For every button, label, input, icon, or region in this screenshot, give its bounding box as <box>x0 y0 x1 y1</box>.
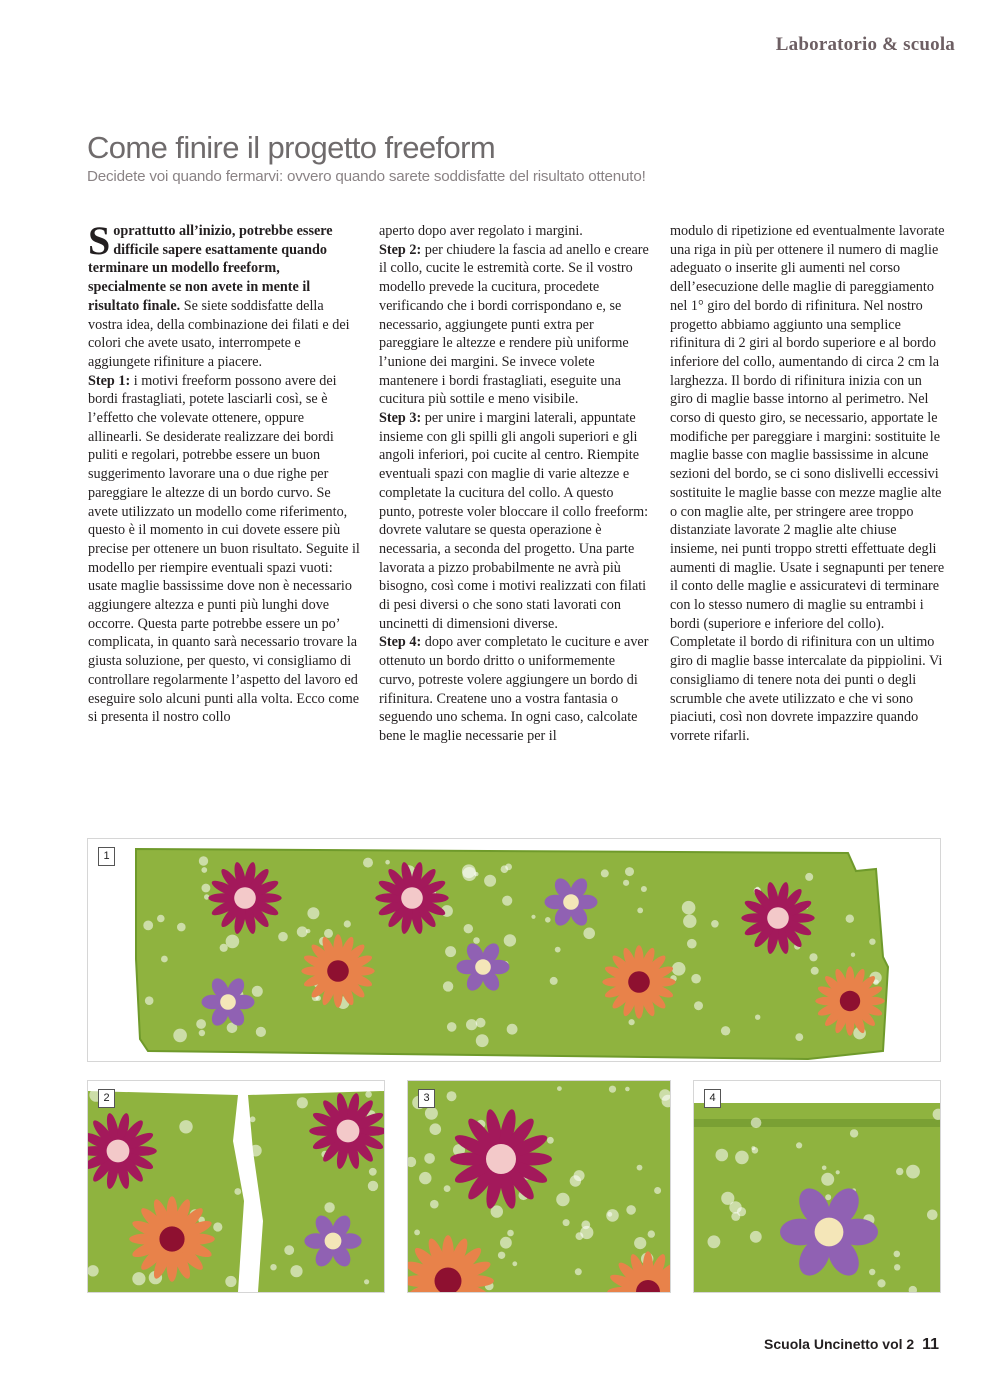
lace-hole <box>822 1166 827 1171</box>
lace-hole <box>256 1027 266 1037</box>
lace-hole <box>199 856 208 865</box>
lace-hole <box>547 1137 554 1144</box>
lace-hole <box>682 901 696 915</box>
lace-hole <box>447 1091 457 1101</box>
text-column-3 <box>670 222 945 746</box>
lace-hole <box>365 1091 372 1098</box>
lace-hole <box>821 1173 834 1186</box>
lace-hole <box>179 1120 192 1133</box>
lace-hole <box>484 875 496 887</box>
lace-hole <box>462 864 476 878</box>
lace-hole <box>251 1082 259 1090</box>
step-3-label: Step 3: <box>379 410 422 427</box>
lace-hole <box>447 1022 457 1032</box>
lace-hole <box>507 1024 518 1035</box>
lace-hole <box>721 1026 730 1035</box>
lace-hole <box>574 1170 585 1181</box>
lace-hole <box>430 1200 439 1209</box>
lace-hole <box>708 1235 721 1248</box>
figure-3-seam-detail <box>407 1080 671 1293</box>
lace-hole <box>869 1269 875 1275</box>
lace-hole <box>502 896 512 906</box>
lace-hole <box>737 1207 746 1216</box>
lace-hole <box>735 1151 749 1165</box>
lace-hole <box>270 1264 276 1270</box>
lace-hole <box>473 937 480 944</box>
step-1-label: Step 1: <box>88 372 131 389</box>
lace-hole <box>157 915 165 923</box>
lace-hole <box>634 1237 646 1249</box>
page-footer <box>764 1336 939 1354</box>
lace-hole <box>687 939 697 949</box>
lace-hole <box>721 1192 734 1205</box>
figure-number: 1 <box>98 847 115 866</box>
lace-hole <box>869 939 875 945</box>
lace-hole <box>877 1279 885 1287</box>
lace-hole <box>369 1168 377 1176</box>
lace-hole <box>648 1230 655 1237</box>
lace-hole <box>173 1029 187 1043</box>
lace-hole <box>896 1168 903 1175</box>
lace-hole <box>623 880 629 886</box>
lace-hole <box>550 977 558 985</box>
step-4-text: dopo aver completato le cuciture e aver ottenuto un bordo dritto o uniformemente curvo, potreste volere aggiungere un bordo di rifinitura. Createne uno a vostra fantasia o seguendo uno schema. In ogni caso, calcolate bene le maglie necessarie per il <box>379 634 649 744</box>
lace-hole <box>368 1181 378 1191</box>
lace-hole <box>795 1033 803 1041</box>
lace-hole <box>654 1187 661 1194</box>
lace-hole <box>811 967 819 975</box>
figure-4-border-detail <box>693 1080 941 1293</box>
lace-hole <box>683 915 696 928</box>
lace-hole <box>752 1147 759 1154</box>
lace-hole <box>563 1219 570 1226</box>
lace-hole <box>202 884 211 893</box>
lace-hole <box>297 926 308 937</box>
lace-hole <box>751 1118 762 1129</box>
lace-hole <box>205 1082 213 1090</box>
lace-hole <box>755 1015 760 1020</box>
lace-hole <box>716 1149 729 1162</box>
step-2-label: Step 2: <box>379 241 422 258</box>
lace-hole <box>625 867 634 876</box>
step-3-text: per unire i margini laterali, appuntate insieme con gli spilli gli angoli superiori e gli angoli inferiori, poi cucite al centro. Riempite eventuali spazi con maglie di varie altezze e completate la cucitura del collo. A questo punto, potreste voler bloccare il collo freeform: dovrete valutare se questa operazione è necessaria, a seconda del progetto. Una parte lavorata a pizzo probabilmente ne avrà più bisogno, così come i motivi realizzati con filati di pesi diversi o che sono stati lavorati con uncinetti di dimensioni diverse. <box>379 410 649 632</box>
lace-hole <box>424 1153 435 1164</box>
lace-hole <box>507 1230 514 1237</box>
lace-hole <box>284 1245 294 1255</box>
section-label: Laboratorio & scuola <box>775 34 955 55</box>
lace-hole <box>637 1165 643 1171</box>
lace-hole <box>443 981 453 991</box>
lace-hole <box>750 1231 762 1243</box>
lace-hole <box>306 929 310 933</box>
lace-hole <box>601 869 609 877</box>
lace-hole <box>290 1265 302 1277</box>
lace-hole <box>557 1086 562 1091</box>
lace-hole <box>846 915 854 923</box>
lace-hole <box>132 1272 145 1285</box>
lace-hole <box>425 1107 438 1120</box>
lace-hole <box>609 1086 616 1093</box>
lace-hole <box>445 946 456 957</box>
lace-hole <box>581 1220 590 1229</box>
lace-hole <box>641 886 647 892</box>
lace-hole <box>607 1212 612 1217</box>
lace-hole <box>583 928 595 940</box>
lace-hole <box>556 1193 569 1206</box>
column-3-text: modulo di ripetizione ed eventualmente lavorate una riga in più per ottenere il numero di maglie adeguato o inserite gli aumenti nel corso dell’esecuzione delle maglie di pareggiamento nel 1° giro del bordo di rifinitura. Nel nostro progetto abbiamo aggiunto una semplice rifinitura di 2 giri al bordo superiore e al bordo inferiore del collo, aumentando di circa 2 cm la larghezza. Il bordo di rifinitura inizia con un giro di maglie basse intorno al perimetro. Nel corso di questo giro, se necessario, apportate le modifiche per pareggiare i margini: sostituite le maglie basse con maglie bassissime in alcune sezioni del bordo, se ci sono dislivelli eccessivi sostituite le maglie basse con mezze maglie alte o con maglie alte, per stringere aree troppo distanziate lavorate 2 maglie alte chiuse insieme, nei punti troppo stretti effettuate degli aumenti di maglie. Usate i segnapunti per tenere il conto delle maglie e assicuratevi di terminare con lo stesso numero di maglie su entrambi i bordi (superiore e inferiore del collo). Completate il bordo di rifinitura con un ultimo giro di maglie basse intercalate da pippiolini. Vi consigliamo di tenere nota dei punti o degli scrumble che avete utilizzato e che vi sono piaciuti, così non dovrete impazzire quando vorrete rifarli. <box>670 223 945 744</box>
page-number: 11 <box>922 1336 939 1353</box>
continued-text: aperto dopo aver regolato i margini. <box>379 223 583 239</box>
lace-hole <box>850 1129 858 1137</box>
lace-hole <box>501 865 509 873</box>
figure-number: 4 <box>704 1089 721 1108</box>
lace-hole <box>414 1230 420 1236</box>
lace-hole <box>476 1034 489 1047</box>
article-subtitle: Decidete voi quando fermarvi: ovvero quando sarete soddisfatte del risultato ottenuto! <box>87 168 646 185</box>
step-1-text: i motivi freeform possono avere dei bordi frastagliati, potete lasciarli così, se è l’effetto che volevate ottenere, oppure allinearli. Se desiderate realizzare dei bordi puliti e regolari, potrebbe essere un buon suggerimento lavorare una o due righe per pareggiare le altezze di un bordo curvo. Se avete utilizzato un modello come riferimento, questo è il momento in cui dovete essere più precise per ottenere un buon risultato. Seguite il modello per riempire eventuali spazi vuoti: usate maglie bassissime dove non è necessario aggiungere altezza e punti più lunghi dove occorre. Questa parte potrebbe essere un po’ complicata, in quanto sarà necessario trovare la giusta soluzione, per questo, vi consigliamo di controllare regolarmente l’aspetto del lavoro ed eseguire solo alcuni punti alla volta. Ecco come si presenta il nostro collo <box>88 372 360 726</box>
lace-hole <box>225 1276 236 1287</box>
step-4-label: Step 4: <box>379 634 422 651</box>
crochet-photo-2 <box>88 1081 384 1292</box>
lace-hole <box>809 953 817 961</box>
lace-hole <box>672 962 686 976</box>
lace-hole <box>836 1170 840 1174</box>
lace-hole <box>201 867 207 873</box>
crochet-photo-3 <box>408 1081 670 1292</box>
lace-hole <box>500 1237 512 1249</box>
text-column-1 <box>88 218 360 727</box>
intro-text: Se siete soddisfatte della vostra idea, della combinazione dei filati e dei colori che avete usato, interrompete e aggiungete rifiniture a piacere. <box>88 297 350 370</box>
lace-hole <box>252 986 263 997</box>
lace-hole <box>145 996 154 1005</box>
lace-hole <box>894 1264 900 1270</box>
lace-hole <box>694 1001 703 1010</box>
lace-hole <box>464 924 473 933</box>
lace-hole <box>629 1019 635 1025</box>
lace-hole <box>512 1261 517 1266</box>
lace-hole <box>324 1202 334 1212</box>
figure-number: 3 <box>418 1089 435 1108</box>
lace-hole <box>504 934 516 946</box>
lace-hole <box>307 907 319 919</box>
lace-hole <box>476 1018 486 1028</box>
lace-hole <box>297 1097 308 1108</box>
crochet-flower <box>815 966 884 1035</box>
lace-hole <box>805 873 813 881</box>
crochet-flower <box>602 945 675 1018</box>
lace-hole <box>625 1087 630 1092</box>
lace-hole <box>196 1019 206 1029</box>
lace-hole <box>324 929 333 938</box>
lace-hole <box>851 953 855 957</box>
lace-hole <box>226 935 240 949</box>
lace-hole <box>220 944 228 952</box>
lace-hole <box>234 1188 241 1195</box>
lace-hole <box>444 1185 451 1192</box>
crochet-photo-1 <box>88 839 940 1061</box>
lace-hole <box>177 1082 186 1091</box>
lace-hole <box>385 860 390 865</box>
figure-1-crochet-cowl-open <box>87 838 941 1062</box>
lace-hole <box>199 1030 205 1036</box>
lace-hole <box>894 1251 901 1258</box>
drop-cap: S <box>88 218 111 263</box>
lace-hole <box>250 1145 262 1157</box>
lace-hole <box>419 1172 431 1184</box>
lace-hole <box>278 932 288 942</box>
lace-hole <box>531 915 535 919</box>
crochet-photo-4 <box>694 1081 940 1292</box>
lace-hole <box>545 917 551 923</box>
crochet-flower <box>301 934 374 1007</box>
lace-hole <box>213 1222 222 1231</box>
lace-hole <box>637 908 643 914</box>
lace-hole <box>711 920 719 928</box>
lace-hole <box>906 1165 920 1179</box>
lace-hole <box>161 956 168 963</box>
lace-hole <box>430 1123 442 1135</box>
lace-hole <box>825 1194 831 1200</box>
lace-hole <box>575 1268 582 1275</box>
magazine-name: Scuola Uncinetto vol 2 <box>764 1336 915 1352</box>
lace-hole <box>364 1279 369 1284</box>
lace-hole <box>626 1205 636 1215</box>
lead-paragraph: oprattutto all’inizio, potrebbe essere difficile sapere esattamente quando terminare un modello freeform, specialmente se non avete in mente il risultato finale. <box>88 223 333 314</box>
lace-hole <box>466 1019 477 1030</box>
lace-hole <box>796 1142 802 1148</box>
lace-hole <box>250 1116 256 1122</box>
lace-hole <box>498 1252 505 1259</box>
lace-hole <box>246 1089 252 1095</box>
crochet-flower <box>129 1196 215 1282</box>
lace-hole <box>555 947 561 953</box>
lace-hole <box>691 974 701 984</box>
lace-hole <box>363 858 373 868</box>
lace-hole <box>927 1210 938 1221</box>
article-title: Come finire il progetto freeform <box>87 130 496 165</box>
lace-hole <box>344 920 351 927</box>
figure-2-edge-detail <box>87 1080 385 1293</box>
lace-hole <box>177 923 186 932</box>
lace-hole <box>143 921 153 931</box>
text-column-2 <box>379 222 649 746</box>
step-2-text: per chiudere la fascia ad anello e creare il collo, cucite le estremità corte. Se il vostro modello prevede la cucitura, procedete verificando che i bordi corrispondano e, se necessario, aggiungete punti extra per pareggiare le altezze e rendere più uniforme l’unione dei margini. Se invece volete mantenere i bordi frastagliati, eseguite una cucitura più sottile e meno visibile. <box>379 241 649 408</box>
figure-number: 2 <box>98 1089 115 1108</box>
